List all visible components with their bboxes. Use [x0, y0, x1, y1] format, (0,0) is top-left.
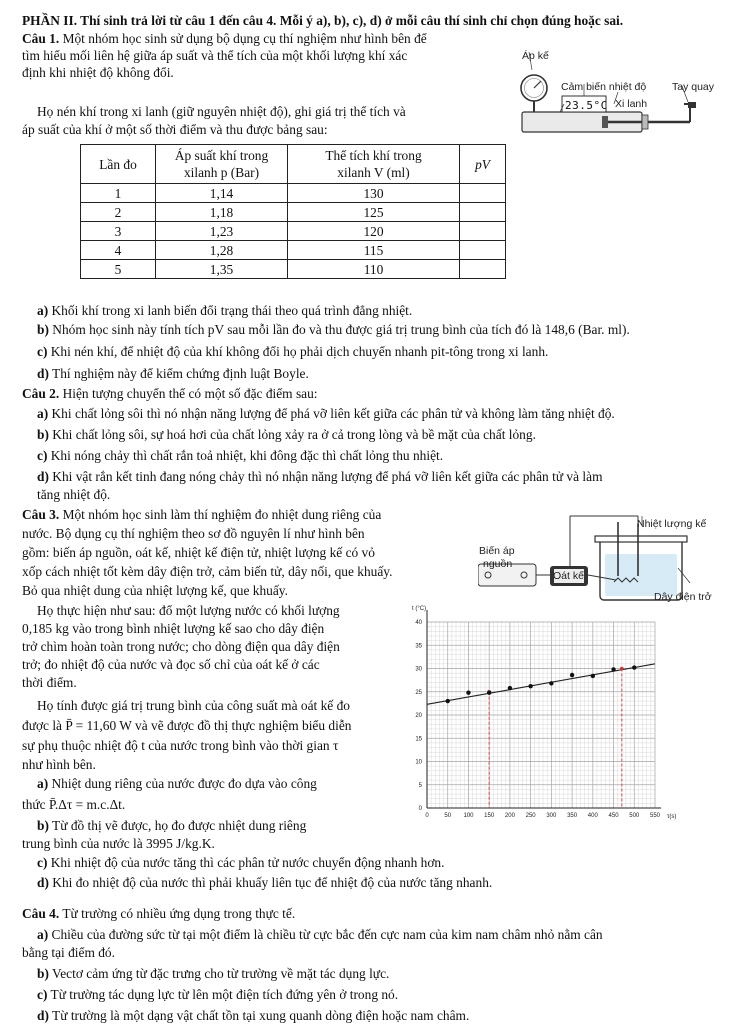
- q2-statement-d: d) Khi vật rắn kết tinh đang nóng chảy thì nó nhận năng lượng để phá vỡ liên kết giữa các phân tử và làm: [37, 469, 603, 484]
- table-header-row: [81, 145, 506, 184]
- data-point: [611, 667, 615, 671]
- q3-statement-b: b) Từ đồ thị vẽ được, họ đo được nhiệt dung riêng: [37, 818, 307, 833]
- q3-line-3: gồm: biến áp nguồn, oát kế, nhiệt kế điện tử, nhiệt lượng kế có vỏ: [22, 545, 375, 560]
- q3-statement-a: a) Nhiệt dung riêng của nước được đo dựa vào công: [37, 776, 317, 791]
- q3-line-5: Bỏ qua nhiệt dung của nhiệt lượng kế, que khuấy.: [22, 583, 288, 598]
- x-tick-label: 0: [425, 813, 429, 819]
- q2-statement-c: c) Khi nóng chảy thì chất rắn toả nhiệt, khi đông đặc thì chất lỏng thu nhiệt.: [37, 448, 444, 463]
- q1-statement-a: a) Khối khí trong xi lanh biến đổi trạng thái theo quá trình đẳng nhiệt.: [37, 303, 413, 318]
- q3-line-11: Họ tính được giá trị trung bình của công suất mà oát kế đo: [37, 698, 350, 713]
- data-point: [508, 686, 512, 690]
- marker-point: [620, 667, 624, 671]
- q4-statement-a: a) Chiều của đường sức từ tại một điểm là chiều từ cực bắc đến cực nam của kim nam châm nhỏ nằm cân: [37, 927, 603, 942]
- x-tick-label: 300: [546, 813, 557, 819]
- transformer-label-1: Biến áp: [479, 545, 515, 557]
- part-heading: PHẦN II. Thí sinh trả lời từ câu 1 đến câu 4. Mỗi ý a), b), c), d) ở mỗi câu thí sinh chỉ chọn đúng hoặc sai.: [22, 13, 624, 28]
- q3-line-1: Câu 3. Một nhóm học sinh làm thí nghiệm đo nhiệt dung riêng của: [22, 507, 382, 522]
- transformer-label-2: nguồn: [483, 558, 513, 570]
- q3-line-2: nước. Bộ dụng cụ thí nghiệm theo sơ đồ nguyên lí như hình bên: [22, 526, 365, 541]
- q1-intro-3: định khi nhiệt độ không đổi.: [22, 65, 174, 80]
- y-tick-label: 0: [418, 806, 422, 812]
- q2-intro: Câu 2. Hiện tượng chuyển thể có một số đặc điểm sau:: [22, 386, 318, 401]
- y-tick-label: 15: [415, 736, 422, 743]
- x-axis-label: τ(s): [667, 814, 677, 820]
- data-point: [549, 681, 553, 685]
- x-tick-label: 100: [463, 813, 474, 819]
- data-point: [466, 690, 470, 694]
- q1-statement-d: d) Thí nghiệm này để kiểm chứng định luật Boyle.: [37, 366, 309, 381]
- x-tick-label: 500: [629, 813, 640, 819]
- q3-line-6: Họ thực hiện như sau: đổ một lượng nước có khối lượng: [37, 603, 340, 618]
- q4-statement-d: d) Từ trường là một dạng vật chất tồn tại xung quanh dòng điện hoặc nam châm.: [37, 1008, 470, 1023]
- temperature-display: 23.5°C: [565, 99, 608, 112]
- q4-statement-c: c) Từ trường tác dụng lực từ lên một điện tích đứng yên ở trong nó.: [37, 987, 399, 1002]
- y-tick-label: 30: [415, 666, 422, 673]
- crank-label: Tay quay: [672, 81, 715, 93]
- x-tick-label: 350: [567, 813, 578, 819]
- calorimeter-label: Nhiệt lượng kế: [637, 518, 707, 530]
- header-volume: Thể tích khí trong xilanh V (ml): [288, 145, 460, 184]
- q3-line-12: được là P̄ = 11,60 W và vẽ được đồ thị thực nghiệm biểu diễn: [22, 718, 352, 733]
- data-point: [632, 665, 636, 669]
- q1-statement-b: b) Nhóm học sinh này tính tích pV sau mỗi lần đo và thu được giá trị trung bình của tích đó là 148,6 (Bar. ml).: [37, 322, 630, 337]
- header-pv: pV: [460, 145, 506, 184]
- q1-intro-1: Một nhóm học sinh sử dụng bộ dụng cụ thí nghiệm như hình bên để: [62, 31, 427, 46]
- q1-intro-5: áp suất của khí ở một số thời điểm và thu được bảng sau:: [22, 122, 328, 137]
- q2-statement-a: a) Khi chất lỏng sôi thì nó nhận năng lượng để phá vỡ liên kết giữa các phân tử và không làm tăng nhiệt độ.: [37, 406, 615, 421]
- q3-line-9: trở; đo nhiệt độ của nước và đọc số chỉ của oát kế ở các: [22, 657, 320, 672]
- wire-label: Dây điện trở: [654, 591, 712, 603]
- y-axis-label: t (°C): [412, 606, 427, 612]
- x-tick-label: 150: [484, 813, 495, 819]
- x-tick-label: 450: [608, 813, 619, 819]
- q4-intro: Câu 4. Từ trường có nhiều ứng dụng trong thực tế.: [22, 906, 296, 921]
- table-row: 2 1,18 125: [81, 203, 506, 222]
- pressure-volume-table: [80, 144, 506, 279]
- table-row: 1 1,14 130: [81, 184, 506, 203]
- q3-statement-a-cont: thức P̄.Δτ = m.c.Δt.: [22, 797, 126, 812]
- gauge-label: Áp kế: [522, 50, 549, 62]
- q3-statement-b-cont: trung bình của nước là 3995 J/kg.K.: [22, 836, 215, 851]
- wattmeter-label: Oát kế: [553, 570, 584, 582]
- data-point: [591, 674, 595, 678]
- q2-statement-d-cont: tăng nhiệt độ.: [37, 487, 111, 502]
- q3-statement-c: c) Khi nhiệt độ của nước tăng thì các phân tử nước chuyển động nhanh hơn.: [37, 855, 445, 870]
- q1-statement-c: c) Khi nén khí, để nhiệt độ của khí không đổi họ phải dịch chuyển nhanh pit-tông trong xi lanh.: [37, 344, 549, 359]
- header-pressure: Áp suất khí trong xilanh p (Bar): [156, 145, 288, 184]
- data-point: [528, 684, 532, 688]
- sensor-label: Cảm biến nhiệt độ: [561, 81, 647, 93]
- x-tick-label: 550: [649, 813, 661, 819]
- table-row: 3 1,23 120: [81, 222, 506, 241]
- q3-line-7: 0,185 kg vào trong bình nhiệt lượng kế sao cho dây điện: [22, 621, 325, 636]
- cylinder-label: Xi lanh: [615, 98, 648, 110]
- q3-line-10: thời điểm.: [22, 675, 77, 690]
- q1-line-1: [22, 31, 427, 47]
- q1-label: Câu 1.: [22, 31, 60, 46]
- data-point: [487, 690, 491, 694]
- y-tick-label: 10: [415, 759, 422, 766]
- data-point: [446, 699, 450, 703]
- x-tick-label: 400: [587, 813, 598, 819]
- y-tick-label: 40: [415, 620, 422, 626]
- q4-statement-b: b) Vectơ cảm ứng từ đặc trưng cho từ trường về mặt tác dụng lực.: [37, 966, 390, 981]
- q2-statement-b: b) Khi chất lỏng sôi, sự hoá hơi của chất lỏng xảy ra ở cả trong lòng và bề mặt của chất lỏng.: [37, 427, 536, 442]
- table-row: 4 1,28 115: [81, 241, 506, 260]
- q3-line-4: xốp cách nhiệt tốt kèm dây điện trở, cảm biến tử, dây nối, que khuấy.: [22, 564, 393, 579]
- q3-statement-d: d) Khi đo nhiệt độ của nước thì phải khuấy liên tục để nhiệt độ của nước tăng nhanh.: [37, 875, 493, 890]
- q3-line-8: trở chìm hoàn toàn trong nước; cho dòng điện qua dây điện: [22, 639, 340, 654]
- q3-line-14: như hình bên.: [22, 757, 96, 772]
- x-tick-label: 200: [504, 813, 515, 819]
- temperature-time-chart: [397, 604, 717, 824]
- y-tick-label: 25: [415, 689, 422, 696]
- data-point: [570, 673, 574, 677]
- q4-statement-a-cont: bằng tại điểm đó.: [22, 945, 115, 960]
- y-tick-label: 35: [415, 643, 422, 650]
- q3-line-13: sự phụ thuộc nhiệt độ t của nước trong bình vào thời gian τ: [22, 738, 339, 753]
- x-tick-label: 50: [444, 813, 452, 819]
- x-tick-label: 250: [525, 813, 536, 819]
- q1-intro-4: Họ nén khí trong xi lanh (giữ nguyên nhiệt độ), ghi giá trị thể tích và: [37, 104, 406, 119]
- y-tick-label: 5: [418, 782, 422, 789]
- table-row: 5 1,35 110: [81, 260, 506, 279]
- header-trial: Lần đo: [81, 145, 156, 184]
- q1-intro-2: tìm hiểu mối liên hệ giữa áp suất và thể tích của một khối lượng khí xác: [22, 48, 408, 63]
- y-tick-label: 20: [415, 713, 422, 719]
